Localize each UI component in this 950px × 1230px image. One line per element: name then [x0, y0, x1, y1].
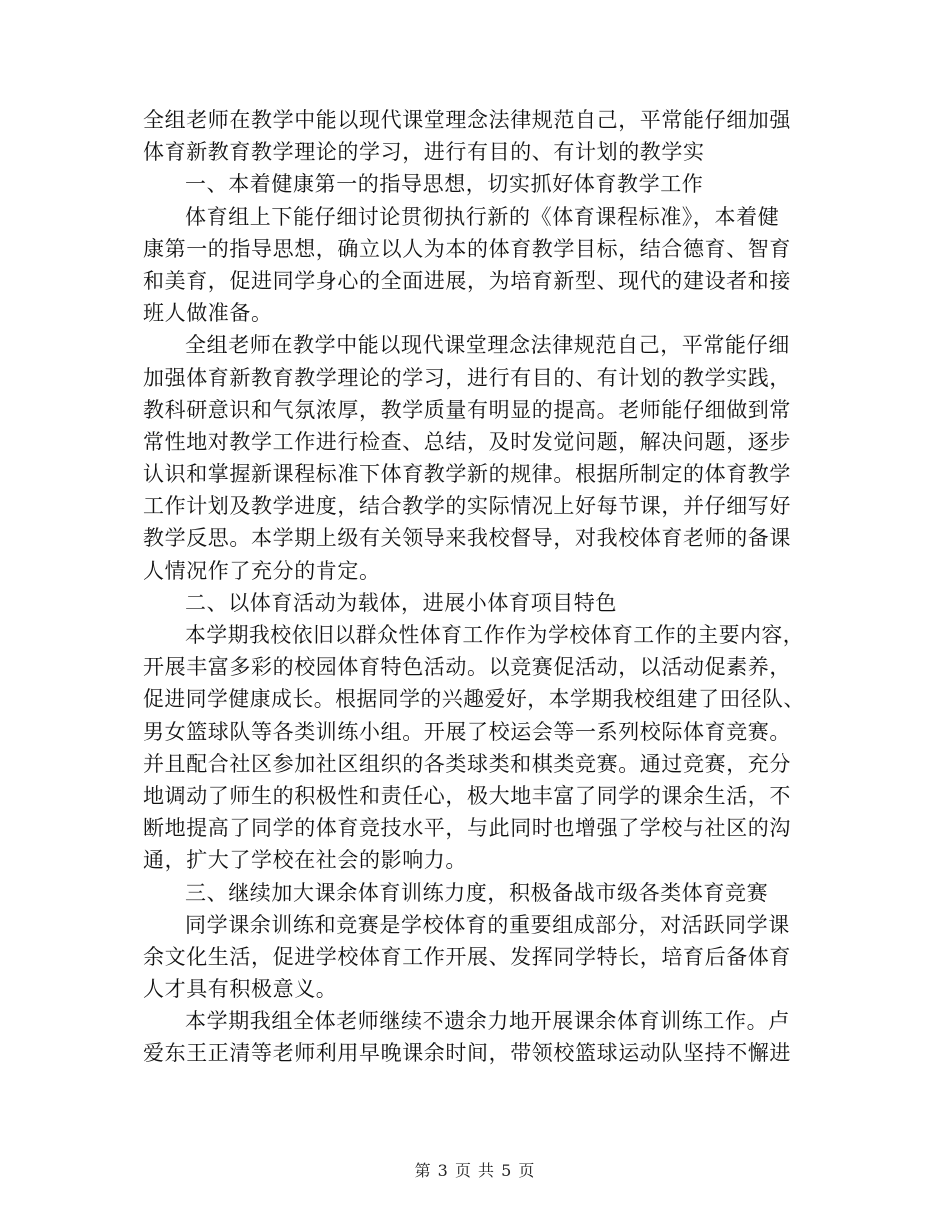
text-line: 全组老师在教学中能以现代课堂理念法律规范自己，平常能仔细加强: [143, 108, 791, 132]
text-line: 康第一的指导思想，确立以人为本的体育教学目标，结合德育、智育: [143, 236, 791, 261]
text-line: 促进同学健康成长。根据同学的兴趣爱好，本学期我校组建了田径队、: [143, 687, 805, 712]
text-line: 全组老师在教学中能以现代课堂理念法律规范自己，平常能仔细: [185, 333, 790, 358]
text-line: 人情况作了充分的肯定。: [143, 558, 381, 583]
text-line: 余文化生活，促进学校体育工作开展、发挥同学特长，培育后备体育: [143, 944, 791, 969]
text-line: 工作计划及教学进度，结合教学的实际情况上好每节课，并仔细写好: [143, 494, 791, 519]
text-line: 断地提高了同学的体育竞技水平，与此同时也增强了学校与社区的沟: [143, 816, 791, 841]
text-line: 并且配合社区参加社区组织的各类球类和棋类竞赛。通过竞赛，充分: [143, 751, 791, 776]
text-line: 教学反思。本学期上级有关领导来我校督导，对我校体育老师的备课: [143, 526, 791, 551]
text-line: 常性地对教学工作进行检查、总结，及时发觉问题，解决问题，逐步: [143, 429, 791, 454]
page-footer: 第 3 页 共 5 页: [414, 1161, 536, 1180]
text-line: 三、继续加大课余体育训练力度，积极备战市级各类体育竞赛: [185, 880, 769, 905]
text-line: 男女篮球队等各类训练小组。开展了校运会等一系列校际体育竞赛。: [143, 719, 791, 744]
text-line: 同学课余训练和竞赛是学校体育的重要组成部分，对活跃同学课: [185, 912, 790, 937]
text-line: 地调动了师生的积极性和责任心，极大地丰富了同学的课余生活，不: [143, 783, 791, 808]
text-line: 本学期我组全体老师继续不遗余力地开展课余体育训练工作。卢: [185, 1009, 790, 1034]
text-line: 体育组上下能仔细讨论贯彻执行新的《体育课程标准》，本着健: [185, 204, 780, 229]
text-line: 本学期我校依旧以群众性体育工作作为学校体育工作的主要内容，: [185, 623, 805, 647]
text-line: 和美育，促进同学身心的全面进展，为培育新型、现代的建设者和接: [143, 268, 791, 293]
text-line: 通，扩大了学校在社会的影响力。: [143, 848, 467, 873]
text-line: 体育新教育教学理论的学习，进行有目的、有计划的教学实: [143, 140, 705, 165]
text-line: 教科研意识和气氛浓厚，教学质量有明显的提高。老师能仔细做到常: [143, 397, 791, 422]
text-line: 班人做准备。: [143, 301, 273, 326]
text-line: 加强体育新教育教学理论的学习，进行有目的、有计划的教学实践，: [143, 365, 791, 390]
text-line: 二、以体育活动为载体，进展小体育项目特色: [185, 590, 617, 615]
document-body: [143, 104, 808, 1070]
text-line: 人才具有积极意义。: [143, 977, 338, 1002]
text-line: 爱东王正清等老师利用早晚课余时间，带领校篮球运动队坚持不懈进: [143, 1041, 791, 1066]
text-line: 开展丰富多彩的校园体育特色活动。以竞赛促活动，以活动促素养，: [143, 655, 791, 680]
text-line: 认识和掌握新课程标准下体育教学新的规律。根据所制定的体育教学: [143, 462, 791, 487]
text-line: 一、本着健康第一的指导思想，切实抓好体育教学工作: [185, 172, 704, 197]
